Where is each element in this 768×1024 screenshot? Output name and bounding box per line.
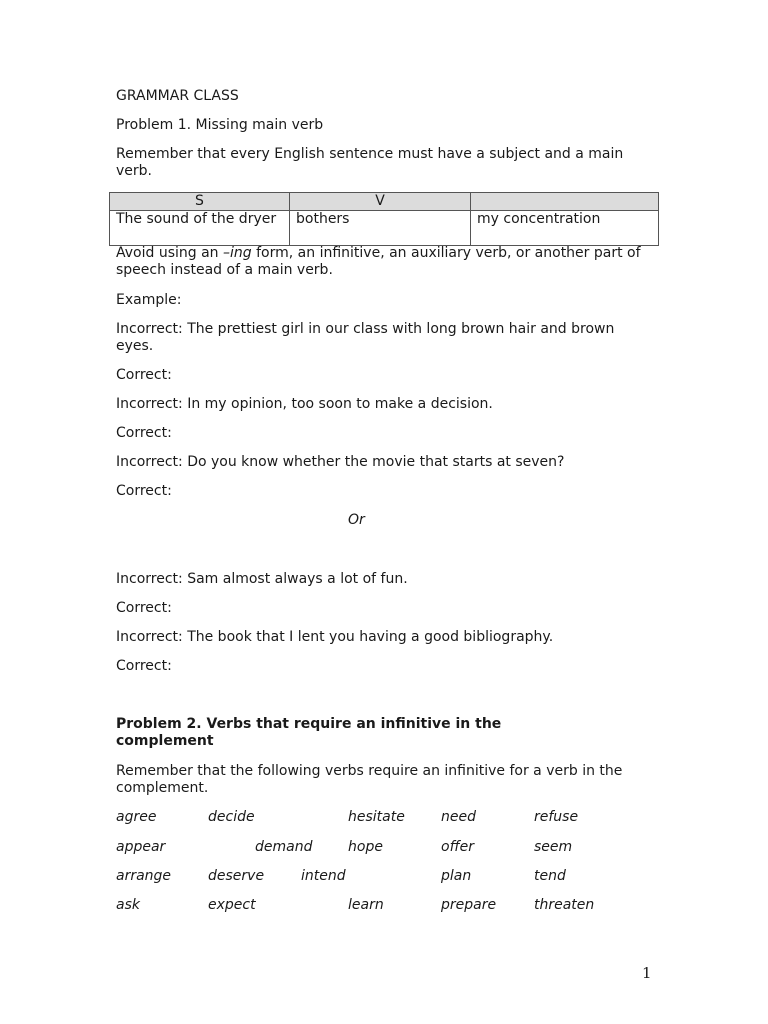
verb-item: plan xyxy=(441,868,472,884)
exercise-line: Incorrect: Do you know whether the movie that starts at seven? xyxy=(116,454,565,470)
verb-item: arrange xyxy=(116,868,172,884)
problem2-intro: Remember that the following verbs require an infinitive for a verb in the complement. xyxy=(116,763,623,796)
exercise-line: Incorrect: The book that I lent you having a good bibliography. xyxy=(116,629,554,645)
exercise-line: Correct: xyxy=(116,658,172,674)
verb-item: refuse xyxy=(534,809,579,825)
verb-item: demand xyxy=(255,839,313,855)
table-header-v: V xyxy=(290,193,471,211)
table-cell-verb: bothers xyxy=(290,211,471,246)
verb-item: expect xyxy=(208,897,256,913)
subject-verb-table xyxy=(109,192,659,246)
verb-item: agree xyxy=(116,809,157,825)
document-title: GRAMMAR CLASS xyxy=(116,88,239,104)
table-cell-subject: The sound of the dryer xyxy=(110,211,290,246)
exercise-line: Incorrect: The prettiest girl in our class with long brown hair and brown eyes. xyxy=(116,321,615,354)
or-separator: Or xyxy=(348,512,365,528)
problem2-heading: Problem 2. Verbs that require an infinitive in the complement xyxy=(116,716,502,749)
verb-item: intend xyxy=(301,868,346,884)
verb-item: seem xyxy=(534,839,573,855)
avoid-paragraph xyxy=(116,245,646,279)
exercise-line: Correct: xyxy=(116,425,172,441)
exercise-line: Correct: xyxy=(116,483,172,499)
avoid-text-ing: –ing xyxy=(223,245,252,261)
example-label: Example: xyxy=(116,292,182,308)
verb-item: decide xyxy=(208,809,255,825)
exercise-line: Incorrect: Sam almost always a lot of fun. xyxy=(116,571,408,587)
page-number: 1 xyxy=(642,964,652,982)
verb-item: ask xyxy=(116,897,140,913)
table-header-s: S xyxy=(110,193,290,211)
exercise-line: Incorrect: In my opinion, too soon to make a decision. xyxy=(116,396,493,412)
avoid-text-pre: Avoid using an xyxy=(116,245,224,261)
exercise-line: Correct: xyxy=(116,367,172,383)
verb-item: hope xyxy=(348,839,383,855)
verb-item: need xyxy=(441,809,476,825)
verb-item: hesitate xyxy=(348,809,405,825)
avoid-text-post: form, an infinitive, an auxiliary verb, or another part of speech instead of a main verb. xyxy=(116,245,641,278)
table-header-row xyxy=(110,193,659,211)
problem1-heading: Problem 1. Missing main verb xyxy=(116,117,324,133)
verb-item: learn xyxy=(348,897,384,913)
verb-item: prepare xyxy=(441,897,497,913)
problem1-intro: Remember that every English sentence must have a subject and a main verb. xyxy=(116,146,624,179)
verb-item: threaten xyxy=(534,897,595,913)
verb-item: tend xyxy=(534,868,566,884)
table-cell-complement: my concentration xyxy=(471,211,659,246)
exercise-line: Correct: xyxy=(116,600,172,616)
table-row xyxy=(110,211,659,246)
verb-item: appear xyxy=(116,839,166,855)
table-header-blank xyxy=(471,193,659,211)
verb-item: deserve xyxy=(208,868,265,884)
verb-item: offer xyxy=(441,839,475,855)
